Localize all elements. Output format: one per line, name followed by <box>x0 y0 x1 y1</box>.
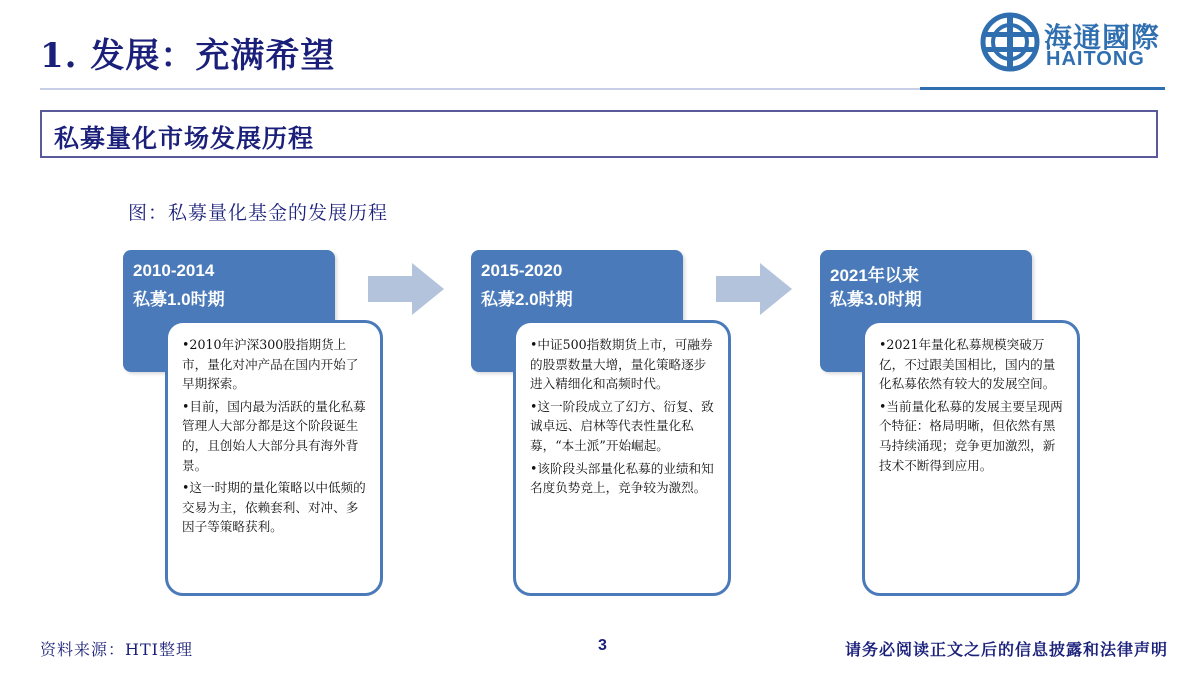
footer-source: 资料来源：HTI整理 <box>40 640 193 659</box>
phase-detail-card-1 <box>165 320 383 596</box>
phase-label: 私募2.0时期 <box>481 290 573 309</box>
phase-period: 2010-2014 <box>133 261 215 280</box>
bullet-item: •这一时期的量化策略以中低频的交易为主，依赖套利、对冲、多因子等策略获利。 <box>182 480 366 535</box>
phase-label: 私募3.0时期 <box>830 290 922 309</box>
right-arrow-icon <box>368 263 444 315</box>
phase-label: 私募1.0时期 <box>133 290 225 309</box>
phase-period: 2015-2020 <box>481 261 563 280</box>
phase-detail-card-2 <box>513 320 731 596</box>
logo-chinese-name: 海通國際 <box>1044 21 1161 54</box>
haitong-emblem-icon <box>980 12 1040 72</box>
section-title: 私募量化市场发展历程 <box>54 124 315 153</box>
bullet-item: •2021年量化私募规模突破万亿，不过跟美国相比，国内的量化私募依然有较大的发展空间。 <box>879 337 1056 392</box>
phase-period: 2021年以来 <box>830 266 919 285</box>
bullet-item: •这一阶段成立了幻方、衍复、致诚卓远、启林等代表性量化私募，“本土派”开始崛起。 <box>530 398 714 453</box>
footer-disclaimer: 请务必阅读正文之后的信息披露和法律声明 <box>844 640 1168 659</box>
bullet-item: •中证500指数期货上市，可融券的股票数量大增，量化策略逐步进入精细化和高频时代。 <box>530 337 713 392</box>
title-divider-accent <box>920 87 1165 90</box>
phase-detail-card-3 <box>862 320 1080 596</box>
logo-english-name: HAITONG <box>1046 48 1145 70</box>
haitong-logo <box>980 10 1170 76</box>
right-arrow-icon <box>716 263 792 315</box>
bullet-item: •目前，国内最为活跃的量化私募管理人大部分都是这个阶段诞生的，且创始人大部分具有海外背景。 <box>182 398 366 473</box>
page-number: 3 <box>598 637 607 654</box>
bullet-item: •2010年沪深300股指期货上市，量化对冲产品在国内开始了早期探索。 <box>182 337 359 392</box>
section-header <box>40 110 1158 158</box>
page-title: 1. 发展：充满希望 <box>40 36 336 76</box>
bullet-item: •当前量化私募的发展主要呈现两个特征：格局明晰，但依然有黑马持续涌现；竞争更加激烈，新技术不断得到应用。 <box>879 398 1063 473</box>
bullet-item: •该阶段头部量化私募的业绩和知名度负势竞上，竞争较为激烈。 <box>530 460 714 496</box>
figure-caption: 图：私募量化基金的发展历程 <box>128 202 389 224</box>
